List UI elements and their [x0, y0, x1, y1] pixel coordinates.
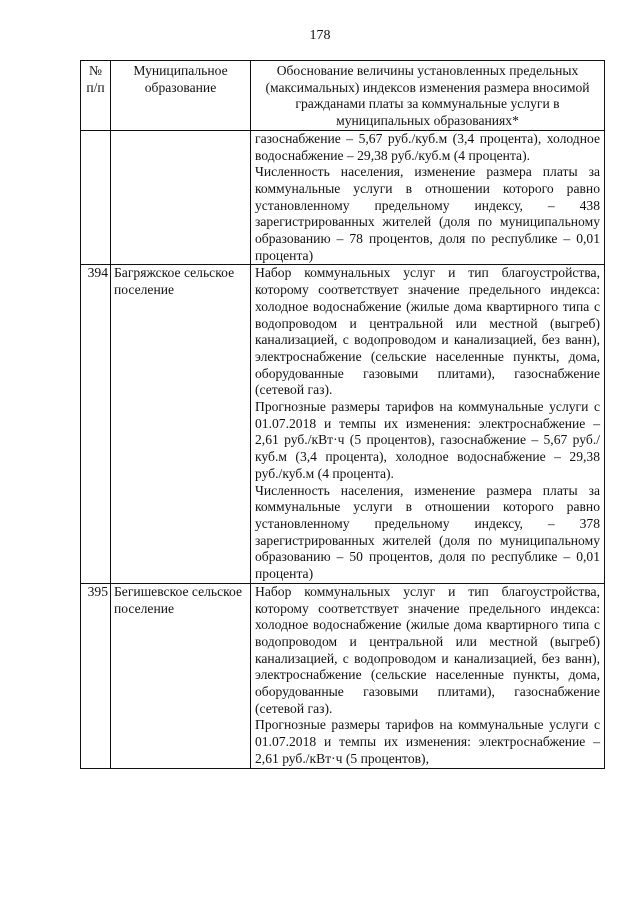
row-num	[81, 130, 111, 265]
justification-paragraph: Набор коммунальных услуг и тип благоустройства, которому соответствует значение предельного индекса: холодное водоснабжение (жилые дома квартирного типа с водопроводом и центральной или местной (выгреб) канализацией, с водопроводом и канализацией, без ванн), электроснабжение (сельские населенные пункты, дома, оборудованные газовыми плитами), газоснабжение (сетевой газ).	[255, 265, 600, 398]
justification-paragraph: Численность населения, изменение размера платы за коммунальные услуги в отношении которого равно установленному предельному индексу, – 378 зарегистрированных жителей (доля по муниципальному образованию – 50 процентов, доля по республике – 0,01 процента)	[255, 482, 600, 582]
row-num: 394	[81, 265, 111, 583]
row-num: 395	[81, 583, 111, 768]
header-num: № п/п	[81, 61, 111, 131]
table-row	[81, 265, 605, 583]
row-municipality	[111, 130, 251, 265]
header-municipality: Муниципальное образование	[111, 61, 251, 131]
row-justification	[251, 130, 605, 265]
table-header-row	[81, 61, 605, 131]
justification-paragraph: Набор коммунальных услуг и тип благоустройства, которому соответствует значение предельного индекса: холодное водоснабжение (жилые дома квартирного типа с водопроводом и центральной или местной (выгреб) канализацией, с водопроводом и канализацией, без ванн), электроснабжение (сельские населенные пункты, дома, оборудованные газовыми плитами), газоснабжение (сетевой газ).	[255, 583, 600, 716]
justification-paragraph: Численность населения, изменение размера платы за коммунальные услуги в отношении которого равно установленному предельному индексу, – 438 зарегистрированных жителей (доля по муниципальному образованию – 78 процентов, доля по республике – 0,01 процента)	[255, 164, 600, 263]
tariff-table	[80, 60, 605, 769]
justification-paragraph: Прогнозные размеры тарифов на коммунальные услуги с 01.07.2018 и темпы их изменения: электроснабжение – 2,61 руб./кВт·ч (5 процентов),	[255, 717, 600, 766]
header-justification: Обоснование величины установленных предельных (максимальных) индексов изменения размера вносимой гражданами платы за коммунальные услуги в муниципальных образованиях*	[251, 61, 605, 131]
row-municipality: Бегишевское сельское поселение	[111, 583, 251, 768]
table-row	[81, 583, 605, 768]
justification-paragraph: газоснабжение – 5,67 руб./куб.м (3,4 процента), холодное водоснабжение – 29,38 руб./куб.м (4 процента).	[255, 130, 600, 163]
page-number: 178	[309, 28, 331, 43]
table-row	[81, 130, 605, 265]
row-justification	[251, 265, 605, 583]
justification-paragraph: Прогнозные размеры тарифов на коммунальные услуги с 01.07.2018 и темпы их изменения: электроснабжение – 2,61 руб./кВт·ч (5 процентов), газоснабжение – 5,67 руб./куб.м (3,4 процента), холодное водоснабжение – 29,38 руб./куб.м (4 процента).	[255, 399, 600, 481]
row-municipality: Багряжское сельское поселение	[111, 265, 251, 583]
row-justification	[251, 583, 605, 768]
